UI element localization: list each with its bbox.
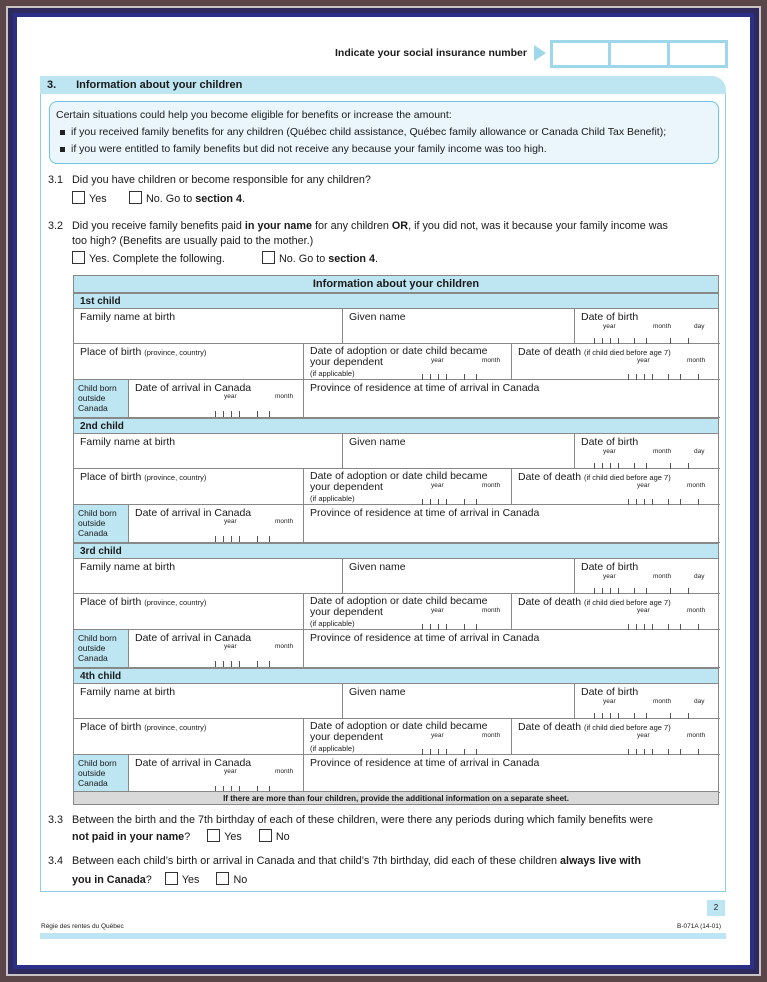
date-tick bbox=[680, 499, 681, 505]
date-tick bbox=[698, 749, 699, 755]
date-tick bbox=[610, 588, 611, 594]
date-of-birth-field[interactable]: Date of birth bbox=[575, 309, 720, 344]
date-of-birth-field[interactable]: Date of birth bbox=[575, 684, 720, 719]
date-tick bbox=[652, 499, 653, 505]
child-born-outside-label: Child born outside Canada bbox=[74, 505, 129, 543]
child-header: 2nd child bbox=[74, 418, 718, 434]
date-tick bbox=[430, 624, 431, 630]
date-tick bbox=[257, 536, 258, 542]
date-tick bbox=[430, 749, 431, 755]
date-tick bbox=[628, 374, 629, 380]
table-footnote: If there are more than four children, provide the additional information on a separate sheet. bbox=[74, 791, 718, 804]
date-tick bbox=[464, 374, 465, 380]
date-tick bbox=[430, 374, 431, 380]
date-tick bbox=[646, 588, 647, 594]
question-3-4: 3.4 Between each child’s birth or arrival in Canada and that child’s 7th birthday, did each of these children always live with bbox=[48, 855, 641, 867]
arrow-icon bbox=[534, 45, 546, 61]
sin-input-group bbox=[550, 40, 728, 68]
q31-yes[interactable]: Yes bbox=[72, 191, 107, 205]
date-tick bbox=[602, 338, 603, 344]
date-tick bbox=[680, 749, 681, 755]
footer-agency: Régie des rentes du Québec bbox=[41, 923, 124, 930]
date-tick bbox=[688, 463, 689, 469]
date-tick bbox=[644, 499, 645, 505]
family-name-field[interactable]: Family name at birth bbox=[74, 434, 343, 469]
date-tick bbox=[618, 338, 619, 344]
date-tick bbox=[215, 661, 216, 667]
date-tick bbox=[438, 374, 439, 380]
date-tick bbox=[602, 588, 603, 594]
date-tick bbox=[594, 713, 595, 719]
date-tick bbox=[269, 536, 270, 542]
date-tick bbox=[668, 749, 669, 755]
date-tick bbox=[652, 624, 653, 630]
checkbox-q32-no[interactable] bbox=[262, 251, 275, 264]
adoption-date-field[interactable]: Date of adoption or date child became your dependent (if applicable) bbox=[304, 719, 512, 755]
info-note bbox=[49, 101, 719, 164]
date-tick bbox=[618, 713, 619, 719]
checkbox-q31-no[interactable] bbox=[129, 191, 142, 204]
question-3-2: 3.2 Did you receive family benefits paid in your name for any children OR, if you did not, was it because your family income was bbox=[48, 220, 668, 232]
date-tick bbox=[223, 661, 224, 667]
checkbox-q32-yes[interactable] bbox=[72, 251, 85, 264]
date-tick bbox=[438, 749, 439, 755]
date-tick bbox=[680, 374, 681, 380]
child-born-outside-label: Child born outside Canada bbox=[74, 380, 129, 418]
q32-line2: too high? (Benefits are usually paid to the mother.) bbox=[72, 235, 314, 247]
date-tick bbox=[688, 588, 689, 594]
date-tick bbox=[610, 463, 611, 469]
date-tick bbox=[239, 411, 240, 417]
date-tick bbox=[602, 713, 603, 719]
table-title: Information about your children bbox=[74, 276, 718, 293]
children-table: Information about your children 1st child Family name at birth Given name Date of birth year month day Place of birth (province, country) Date of adoption or date child became your dependent (if applicable) year month Date of death (if child died before age 7) year month Child born outside Canada Date of arrival in Canada year month Province of residence at time of arrival in Canada 2nd child Family name at birth Given name Date of birth year month day Place of birth (province, country) Date of adoption or date child became your dependent (if applicable) year month Date of death (if child died before age 7) year month Child born outside Canada Date of arrival in Canada year month Province of residence at time of arrival in Canada 3rd child Family name at birth Given name Date of birth year month day Place of birth (province, country) Date of adoption or date child became your dependent (if applicable) year month Date of death (if child died before age 7) year month Child born outside Canada Date of arrival in Canada year month Province of residence at time of arrival in Canada 4th child Family name at birth Given name Date of birth year month day Place of birth (province, country) Date of adoption or date child became your dependent (if applicable) year month Date of death (if child died before age 7) year month Child born outside Canada Date of arrival in Canada year month Province of residence at time of arrival in Canada If there are more than four children, provide the additional information on a separate sheet. bbox=[73, 275, 719, 805]
date-tick bbox=[670, 338, 671, 344]
date-tick bbox=[618, 588, 619, 594]
place-of-birth-field[interactable]: Place of birth (province, country) bbox=[74, 594, 304, 630]
date-tick bbox=[422, 624, 423, 630]
place-of-birth-field[interactable]: Place of birth (province, country) bbox=[74, 719, 304, 755]
date-tick bbox=[231, 661, 232, 667]
date-tick bbox=[446, 374, 447, 380]
date-tick bbox=[476, 374, 477, 380]
checkbox-q34-yes[interactable] bbox=[165, 872, 178, 885]
date-tick bbox=[644, 624, 645, 630]
date-tick bbox=[476, 749, 477, 755]
form-page bbox=[17, 17, 750, 965]
date-tick bbox=[670, 588, 671, 594]
date-tick bbox=[628, 499, 629, 505]
date-tick bbox=[269, 661, 270, 667]
province-residence-field[interactable]: Province of residence at time of arrival in Canada bbox=[304, 630, 720, 668]
province-residence-field[interactable]: Province of residence at time of arrival in Canada bbox=[304, 505, 720, 543]
date-tick bbox=[257, 411, 258, 417]
date-tick bbox=[698, 499, 699, 505]
child-born-outside-label: Child born outside Canada bbox=[74, 630, 129, 668]
q32-no[interactable]: No. Go to section 4. bbox=[262, 251, 378, 265]
date-tick bbox=[231, 411, 232, 417]
place-of-birth-field[interactable]: Place of birth (province, country) bbox=[74, 344, 304, 380]
date-tick bbox=[668, 499, 669, 505]
date-tick bbox=[636, 374, 637, 380]
checkbox-q31-yes[interactable] bbox=[72, 191, 85, 204]
date-tick bbox=[636, 624, 637, 630]
child-header: 1st child bbox=[74, 293, 718, 309]
adoption-date-field[interactable]: Date of adoption or date child became your dependent (if applicable) bbox=[304, 594, 512, 630]
family-name-field[interactable]: Family name at birth bbox=[74, 309, 343, 344]
sin-input-3[interactable] bbox=[670, 43, 725, 65]
arrival-date-field[interactable]: Date of arrival in Canada bbox=[129, 755, 304, 793]
q33-line2: not paid in your name? Yes No bbox=[72, 831, 290, 843]
date-tick bbox=[634, 338, 635, 344]
date-tick bbox=[438, 499, 439, 505]
question-3-3: 3.3 Between the birth and the 7th birthday of each of these children, were there any periods during which family benefits were bbox=[48, 814, 653, 826]
date-tick bbox=[668, 624, 669, 630]
checkbox-q33-yes[interactable] bbox=[207, 829, 220, 842]
date-tick bbox=[636, 499, 637, 505]
date-tick bbox=[257, 661, 258, 667]
note-bullet: if you were entitled to family benefits but did not receive any because your family income was too high. bbox=[56, 141, 712, 158]
section-number: 3. bbox=[47, 79, 57, 91]
date-tick bbox=[446, 624, 447, 630]
date-tick bbox=[430, 499, 431, 505]
date-tick bbox=[634, 588, 635, 594]
date-tick bbox=[634, 713, 635, 719]
arrival-date-field[interactable]: Date of arrival in Canada bbox=[129, 380, 304, 418]
date-tick bbox=[223, 411, 224, 417]
child-header: 3rd child bbox=[74, 543, 718, 559]
date-tick bbox=[476, 624, 477, 630]
date-tick bbox=[239, 661, 240, 667]
given-name-field[interactable]: Given name bbox=[343, 434, 575, 469]
date-tick bbox=[668, 374, 669, 380]
adoption-date-field[interactable]: Date of adoption or date child became your dependent (if applicable) bbox=[304, 344, 512, 380]
date-tick bbox=[670, 463, 671, 469]
date-tick bbox=[680, 624, 681, 630]
date-tick bbox=[464, 499, 465, 505]
date-tick bbox=[618, 463, 619, 469]
given-name-field[interactable]: Given name bbox=[343, 309, 575, 344]
date-tick bbox=[464, 749, 465, 755]
date-tick bbox=[215, 411, 216, 417]
date-tick bbox=[652, 374, 653, 380]
arrival-date-field[interactable]: Date of arrival in Canada bbox=[129, 630, 304, 668]
date-tick bbox=[476, 499, 477, 505]
date-tick bbox=[688, 338, 689, 344]
date-tick bbox=[438, 624, 439, 630]
family-name-field[interactable]: Family name at birth bbox=[74, 559, 343, 594]
date-tick bbox=[636, 749, 637, 755]
date-of-death-field[interactable]: Date of death (if child died before age 7) bbox=[512, 719, 720, 755]
date-tick bbox=[464, 624, 465, 630]
section-header bbox=[40, 76, 726, 94]
date-tick bbox=[634, 463, 635, 469]
date-tick bbox=[670, 713, 671, 719]
checkbox-q34-no[interactable] bbox=[216, 872, 229, 885]
date-tick bbox=[652, 749, 653, 755]
section-title: Information about your children bbox=[76, 79, 243, 91]
date-of-death-field[interactable]: Date of death (if child died before age 7) bbox=[512, 594, 720, 630]
province-residence-field[interactable]: Province of residence at time of arrival in Canada bbox=[304, 380, 720, 418]
checkbox-q33-no[interactable] bbox=[259, 829, 272, 842]
footer-form-code: B-071A (14-01) bbox=[677, 923, 722, 930]
q31-no[interactable]: No. Go to section 4. bbox=[129, 191, 245, 205]
date-tick bbox=[628, 624, 629, 630]
date-tick bbox=[446, 749, 447, 755]
date-tick bbox=[594, 588, 595, 594]
child-born-outside-label: Child born outside Canada bbox=[74, 755, 129, 793]
bullet-icon bbox=[60, 147, 65, 152]
q34-line2: you in Canada? Yes No bbox=[72, 874, 248, 886]
sin-label: Indicate your social insurance number bbox=[335, 47, 527, 59]
date-tick bbox=[698, 374, 699, 380]
date-tick bbox=[223, 536, 224, 542]
date-tick bbox=[698, 624, 699, 630]
date-of-death-field[interactable]: Date of death (if child died before age 7) bbox=[512, 469, 720, 505]
date-tick bbox=[646, 338, 647, 344]
bullet-icon bbox=[60, 130, 65, 135]
date-tick bbox=[422, 749, 423, 755]
date-tick bbox=[215, 536, 216, 542]
date-of-birth-field[interactable]: Date of birth bbox=[575, 559, 720, 594]
given-name-field[interactable]: Given name bbox=[343, 684, 575, 719]
date-tick bbox=[644, 374, 645, 380]
date-tick bbox=[602, 463, 603, 469]
sin-input-1[interactable] bbox=[553, 43, 608, 65]
date-tick bbox=[231, 536, 232, 542]
date-tick bbox=[610, 338, 611, 344]
place-of-birth-field[interactable]: Place of birth (province, country) bbox=[74, 469, 304, 505]
note-intro: Certain situations could help you become eligible for benefits or increase the amount: bbox=[56, 109, 452, 121]
given-name-field[interactable]: Given name bbox=[343, 559, 575, 594]
date-tick bbox=[239, 536, 240, 542]
q32-yes[interactable]: Yes. Complete the following. bbox=[72, 251, 225, 265]
family-name-field[interactable]: Family name at birth bbox=[74, 684, 343, 719]
date-tick bbox=[644, 749, 645, 755]
adoption-date-field[interactable]: Date of adoption or date child became your dependent (if applicable) bbox=[304, 469, 512, 505]
date-tick bbox=[646, 713, 647, 719]
child-header: 4th child bbox=[74, 668, 718, 684]
question-3-1: 3.1 Did you have children or become responsible for any children? bbox=[48, 174, 371, 186]
date-tick bbox=[422, 499, 423, 505]
date-tick bbox=[269, 411, 270, 417]
sin-input-2[interactable] bbox=[611, 43, 666, 65]
date-tick bbox=[610, 713, 611, 719]
date-tick bbox=[594, 463, 595, 469]
date-of-death-field[interactable]: Date of death (if child died before age 7) bbox=[512, 344, 720, 380]
date-tick bbox=[422, 374, 423, 380]
date-tick bbox=[646, 463, 647, 469]
page-number: 2 bbox=[707, 900, 725, 916]
footer-bar bbox=[40, 933, 726, 939]
date-tick bbox=[594, 338, 595, 344]
note-bullet: if you received family benefits for any children (Québec child assistance, Québec family allowance or Canada Child Tax Benefit); bbox=[56, 124, 712, 141]
date-tick bbox=[446, 499, 447, 505]
arrival-date-field[interactable]: Date of arrival in Canada bbox=[129, 505, 304, 543]
date-tick bbox=[628, 749, 629, 755]
province-residence-field[interactable]: Province of residence at time of arrival in Canada bbox=[304, 755, 720, 793]
date-of-birth-field[interactable]: Date of birth bbox=[575, 434, 720, 469]
date-tick bbox=[688, 713, 689, 719]
